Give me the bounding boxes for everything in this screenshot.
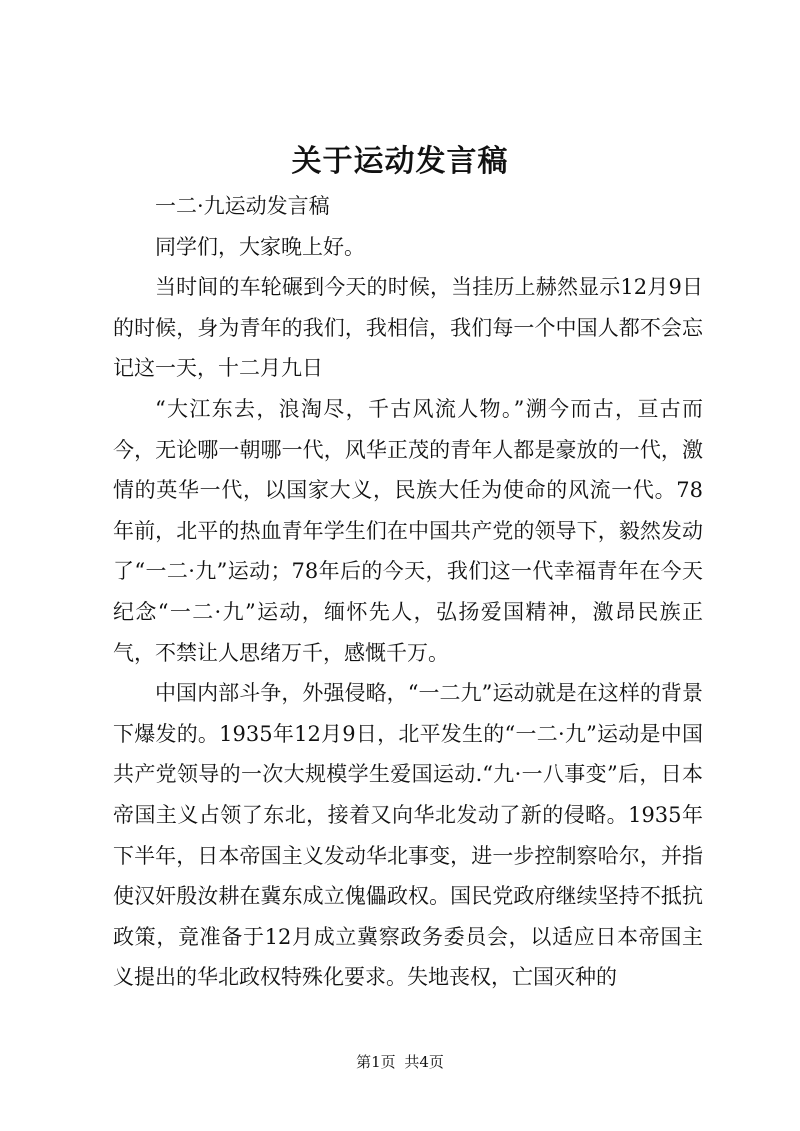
paragraph-intro: 当时间的车轮碾到今天的时候，当挂历上赫然显示12月9日的时候，身为青年的我们，我相信，我们每一个中国人都不会忘记这一天，十二月九日 — [113, 275, 703, 381]
document-title: 关于运动发言稿 — [291, 144, 509, 179]
paragraph-background: 中国内部斗争，外强侵略，“一二九”运动就是在这样的背景下爆发的。1935年12月9日，北平发生的“一二·九”运动是中国共产党领导的一次大规模学生爱国运动.“九·一八事变”后，日本帝国主义占领了东北，接着又向华北发动了新的侵略。1935年下半年，日本帝国主义发动华北事变，进一步控制察哈尔，并指使汉奸殷汝耕在冀东成立傀儡政权。国民党政府继续坚持不抵抗政策，竟准备于12月成立冀察政务委员会，以适应日本帝国主义提出的华北政权特殊化要求。失地丧权，亡国灭种的 — [113, 681, 703, 990]
page-footer — [0, 1052, 800, 1072]
paragraph-heading: 一二·九运动发言稿 — [155, 194, 330, 218]
paragraph-quote: “大江东去，浪淘尽，千古风流人物。”溯今而古，亘古而今，无论哪一朝哪一代，风华正茂的青年人都是豪放的一代，激情的英华一代，以国家大义，民族大任为使命的风流一代。78年前，北平的热血青年学生们在中国共产党的领导下，毅然发动了“一二·九”运动；78年后的今天，我们这一代幸福青年在今天纪念“一二·九”运动，缅怀先人，弘扬爱国精神，激昂民族正气，不禁让人思绪万千，感慨千万。 — [113, 396, 703, 665]
document-body — [113, 186, 703, 998]
page-number: 第1页 — [356, 1053, 396, 1071]
paragraph-greeting: 同学们，大家晚上好。 — [155, 234, 365, 259]
page-total: 共4页 — [404, 1053, 444, 1071]
